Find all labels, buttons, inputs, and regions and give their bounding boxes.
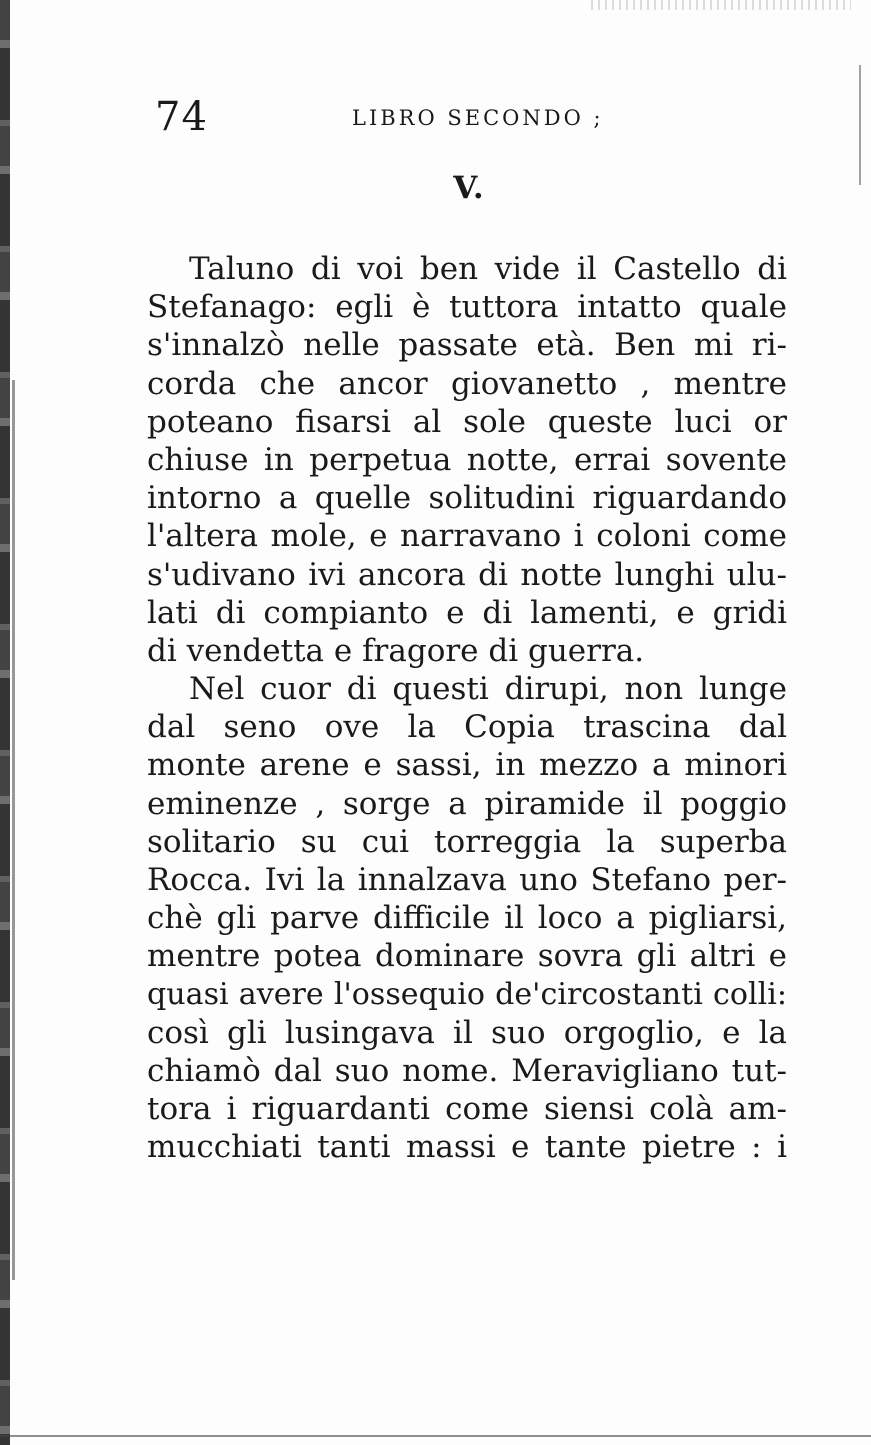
- text-line: s'udivano ivi ancora di notte lunghi ulu-: [147, 556, 787, 593]
- body-text: [147, 250, 787, 1167]
- margin-mark: [859, 65, 861, 185]
- text-line: intorno a quelle solitudini riguardando: [147, 480, 787, 517]
- section-numeral: V.: [453, 170, 485, 206]
- bottom-edge: [0, 1435, 871, 1437]
- page-number: 74: [155, 94, 208, 140]
- text-line: monte arene e sassi, in mezzo a minori: [147, 747, 787, 784]
- text-line: mucchiati tanti massi e tante pietre : i: [147, 1129, 787, 1166]
- running-head: LIBRO SECONDO ;: [352, 106, 604, 130]
- text-line: l'altera mole, e narravano i coloni come: [147, 518, 787, 555]
- text-line: corda che ancor giovanetto , mentre: [147, 365, 787, 402]
- text-line: chiuse in perpetua notte, errai sovente: [147, 441, 787, 478]
- text-line: dal seno ove la Copia trascina dal: [147, 709, 787, 746]
- text-line: così gli lusingava il suo orgoglio, e la: [147, 1014, 787, 1051]
- text-line: lati di compianto e di lamenti, e gridi: [147, 594, 787, 631]
- text-line: s'innalzò nelle passate età. Ben mi ri-: [147, 327, 787, 364]
- text-line: Rocca. Ivi la innalzava uno Stefano per-: [147, 862, 787, 898]
- text-line: Stefanago: egli è tuttora intatto quale: [147, 289, 787, 326]
- text-line: tora i riguardanti come siensi colà am-: [147, 1091, 787, 1128]
- scan-speckle: [591, 0, 851, 10]
- text-line: chè gli parve difficile il loco a pigliarsi,: [147, 900, 787, 937]
- text-line: eminenze , sorge a piramide il poggio: [147, 785, 787, 822]
- text-line: poteano fisarsi al sole queste luci or: [147, 403, 787, 440]
- binding-edge: [0, 0, 10, 1445]
- text-line: Nel cuor di questi dirupi, non lunge: [189, 671, 787, 708]
- text-line: Taluno di voi ben vide il Castello di: [189, 251, 787, 287]
- text-line: solitario su cui torreggia la superba: [147, 823, 787, 860]
- text-line: chiamò dal suo nome. Meravigliano tut-: [147, 1052, 787, 1089]
- page-header: [155, 92, 604, 142]
- text-line: di vendetta e fragore di guerra.: [147, 632, 645, 669]
- paragraph-2: [147, 670, 787, 1166]
- text-line: mentre potea dominare sovra gli altri e: [147, 938, 787, 975]
- binding-shadow: [12, 380, 15, 1280]
- text-line: quasi avere l'ossequio de'circostanti colli:: [147, 976, 787, 1012]
- paragraph-1: [147, 250, 787, 670]
